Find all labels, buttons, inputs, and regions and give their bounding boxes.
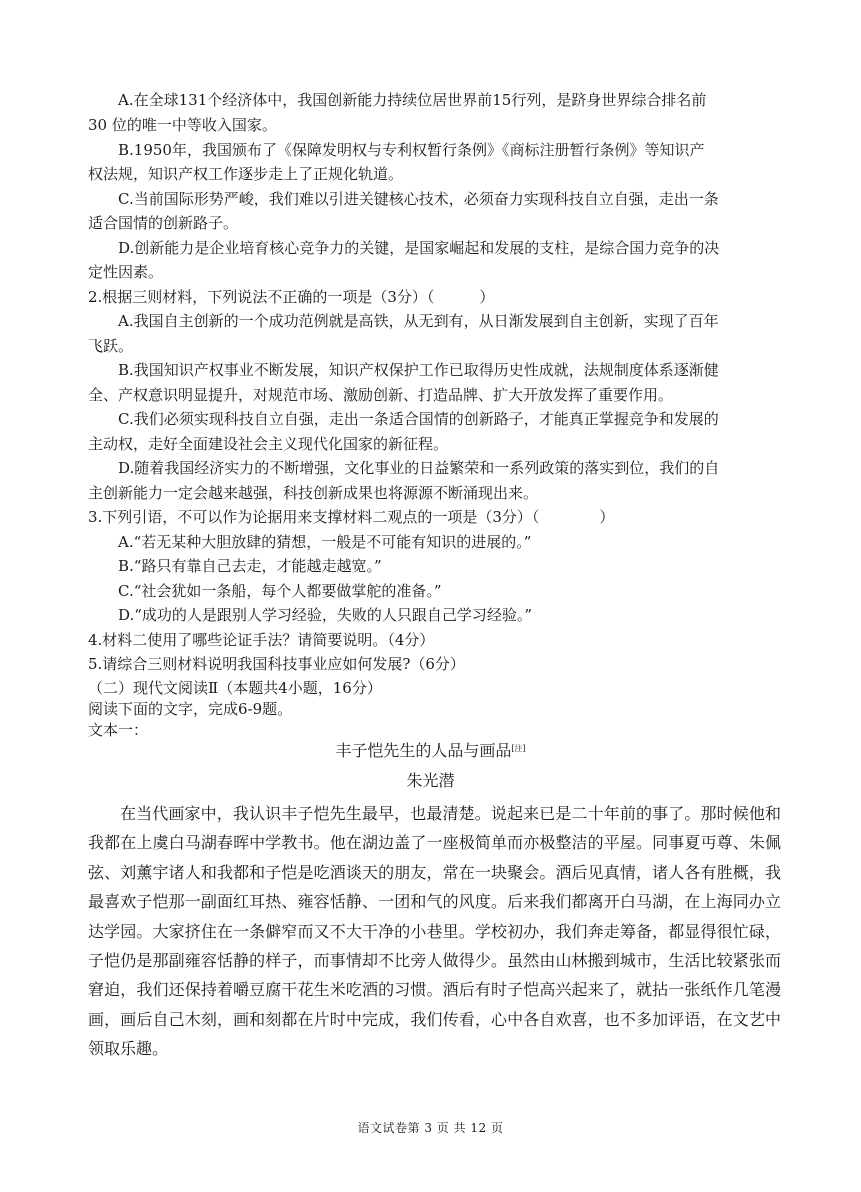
q1-option-a-line2: 30 位的唯一中等收入国家。 (88, 116, 277, 134)
q2-option-c-line2: 主动权，走好全面建设社会主义现代化国家的新征程。 (88, 435, 449, 453)
q3-option-a: A.“若无某种大胆放肆的猜想，一般是不可能有知识的进展的。” (118, 533, 532, 551)
q1-option-a-line1: A.在全球131个经济体中，我国创新能力持续位居世界前15行列，是跻身世界综合排名前 (118, 91, 707, 109)
note-marker: [注] (511, 744, 526, 753)
question-3-stem: 3.下列引语，不可以作为论据用来支撑材料二观点的一项是（3分）（ ） (88, 508, 615, 526)
q3-option-d: D.“成功的人是跟别人学习经验，失败的人只跟自己学习经验。” (118, 606, 533, 624)
q1-option-d-line2: 定性因素。 (88, 263, 164, 281)
article-author: 朱光潜 (406, 771, 455, 790)
q1-option-b-line2: 权法规，知识产权工作逐步走上了正规化轨道。 (88, 165, 404, 183)
section-2-heading: （二）现代文阅读Ⅱ（本题共4小题，16分） (88, 679, 382, 697)
q2-option-d-line2: 主创新能力一定会越来越强，科技创新成果也将源源不断涌现出来。 (88, 484, 539, 502)
q2-option-a-line2: 飞跃。 (88, 337, 134, 355)
question-2-stem: 2.根据三则材料，下列说法不正确的一项是（3分）（ ） (88, 288, 495, 306)
page-footer: 语文试卷第 3 页 共 12 页 (357, 1121, 504, 1135)
q1-option-d-line1: D.创新能力是企业培育核心竞争力的关键，是国家崛起和发展的支柱，是综合国力竞争的决 (118, 239, 720, 257)
q2-option-b-line2: 全、产权意识明显提升，对规范市场、激励创新、打造品牌、扩大开放发挥了重要作用。 (88, 386, 674, 404)
text-one-label: 文本一： (88, 721, 149, 739)
q3-option-c: C.“社会犹如一条船，每个人都要做掌舵的准备。” (118, 582, 442, 600)
q1-option-b-line1: B.1950年，我国颁布了《保障发明权与专利权暂行条例》《商标注册暂行条例》等知识产 (118, 141, 705, 159)
q1-option-c-line2: 适合国情的创新路子。 (88, 214, 239, 232)
article-title-text: 丰子恺先生的人品与画品 (335, 741, 512, 760)
question-5: 5.请综合三则材料说明我国科技事业应如何发展?（6分） (88, 655, 465, 673)
q2-option-c-line1: C.我们必须实现科技自立自强，走出一条适合国情的创新路子，才能真正掌握竞争和发展的 (118, 410, 719, 428)
reading-instruction: 阅读下面的文字，完成6-9题。 (88, 700, 293, 718)
question-4: 4.材料二使用了哪些论证手法？请简要说明。（4分） (88, 631, 435, 649)
q3-option-b: B.“路只有靠自己去走，才能越走越宽。” (118, 557, 382, 575)
article-title (0, 739, 861, 763)
article-paragraph: 在当代画家中，我认识丰子恺先生最早，也最清楚。说起来已是二十年前的事了。那时候他和我都在上虞白马湖春晖中学教书。他在湖边盖了一座极简单而亦极整洁的平屋。同事夏丏尊、朱佩弦、刘薰宇诸人和我都和子恺是吃酒谈天的朋友，常在一块聚会。酒后见真情，诸人各有胜概，我最喜欢子恺那一副面红耳热、雍容恬静、一团和气的风度。后来我们都离开白马湖，在上海同办立达学园。大家挤住在一条僻窄而又不大干净的小巷里。学校初办，我们奔走筹备，都显得很忙碌，子恺仍是那副雍容恬静的样子，而事情却不比旁人做得少。虽然由山林搬到城市，生活比较紧张而窘迫，我们还保持着嚼豆腐干花生米吃酒的习惯。酒后有时子恺高兴起来了，就拈一张纸作几笔漫画，画后自己木刻，画和刻都在片时中完成，我们传看，心中各自欢喜，也不多加评语，在文艺中领取乐趣。 (88, 804, 781, 1059)
q2-option-b-line1: B.我国知识产权事业不断发展，知识产权保护工作已取得历史性成就，法规制度体系逐渐健 (118, 361, 719, 379)
q2-option-d-line1: D.随着我国经济实力的不断增强，文化事业的日益繁荣和一系列政策的落实到位，我们的自 (118, 459, 720, 477)
q2-option-a-line1: A.我国自主创新的一个成功范例就是高铁，从无到有，从日渐发展到自主创新，实现了百年 (118, 312, 719, 330)
q1-option-c-line1: C.当前国际形势严峻，我们难以引进关键核心技术，必须奋力实现科技自立自强，走出一条 (118, 190, 719, 208)
